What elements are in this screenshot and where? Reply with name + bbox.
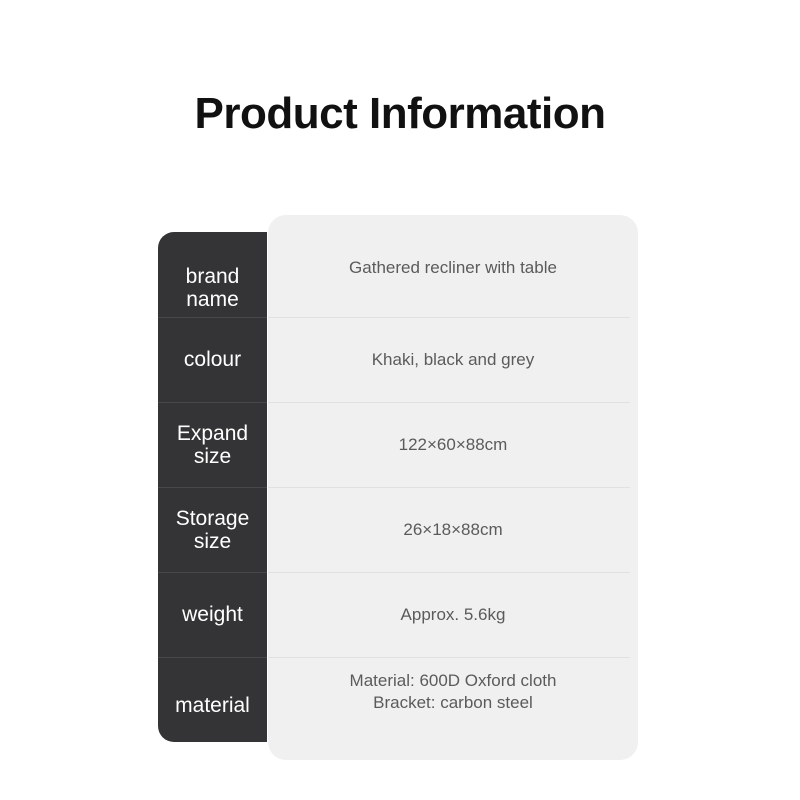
spec-label-line: material [175, 694, 250, 717]
spec-label-column [158, 232, 267, 742]
spec-label [175, 694, 250, 717]
spec-label [176, 507, 250, 553]
spec-label-line: name [186, 287, 239, 311]
spec-label-line: Storage [175, 506, 250, 530]
spec-label [182, 603, 243, 626]
spec-value-line: Material: 600D Oxford cloth [349, 670, 557, 690]
spec-value-row [268, 657, 638, 742]
spec-label-line: size [193, 529, 232, 553]
spec-label-row [158, 572, 267, 657]
spec-value-line: Approx. 5.6kg [400, 604, 506, 624]
spec-value [349, 257, 557, 279]
page-title: Product Information [194, 89, 606, 138]
spec-label-row [158, 232, 267, 317]
spec-value-row [268, 317, 638, 402]
spec-label [177, 422, 248, 468]
spec-value-panel [268, 215, 638, 760]
spec-label-row [158, 402, 267, 487]
spec-label-row [158, 317, 267, 402]
spec-value-row [268, 572, 638, 657]
spec-value-row [268, 232, 638, 317]
spec-table [158, 215, 638, 760]
spec-value-line: Gathered recliner with table [349, 257, 557, 277]
spec-label-line: brand [185, 264, 240, 288]
spec-value-row [268, 487, 638, 572]
spec-value [401, 604, 506, 626]
spec-value [399, 434, 508, 456]
spec-label-line: Expand [176, 421, 249, 445]
spec-value [350, 670, 557, 714]
spec-label-row [158, 487, 267, 572]
spec-label [186, 265, 240, 311]
spec-label-line: size [193, 444, 232, 468]
spec-label-line: colour [183, 348, 242, 371]
spec-value-row [268, 402, 638, 487]
spec-value [372, 349, 535, 371]
spec-value-line: 122×60×88cm [398, 434, 508, 454]
spec-label-line: weight [182, 603, 243, 626]
spec-value [403, 519, 502, 541]
spec-label [184, 348, 241, 371]
spec-value-line: Bracket: carbon steel [373, 692, 533, 712]
spec-label-row [158, 657, 267, 742]
spec-value-line: Khaki, black and grey [371, 349, 535, 369]
spec-value-line: 26×18×88cm [403, 519, 503, 539]
